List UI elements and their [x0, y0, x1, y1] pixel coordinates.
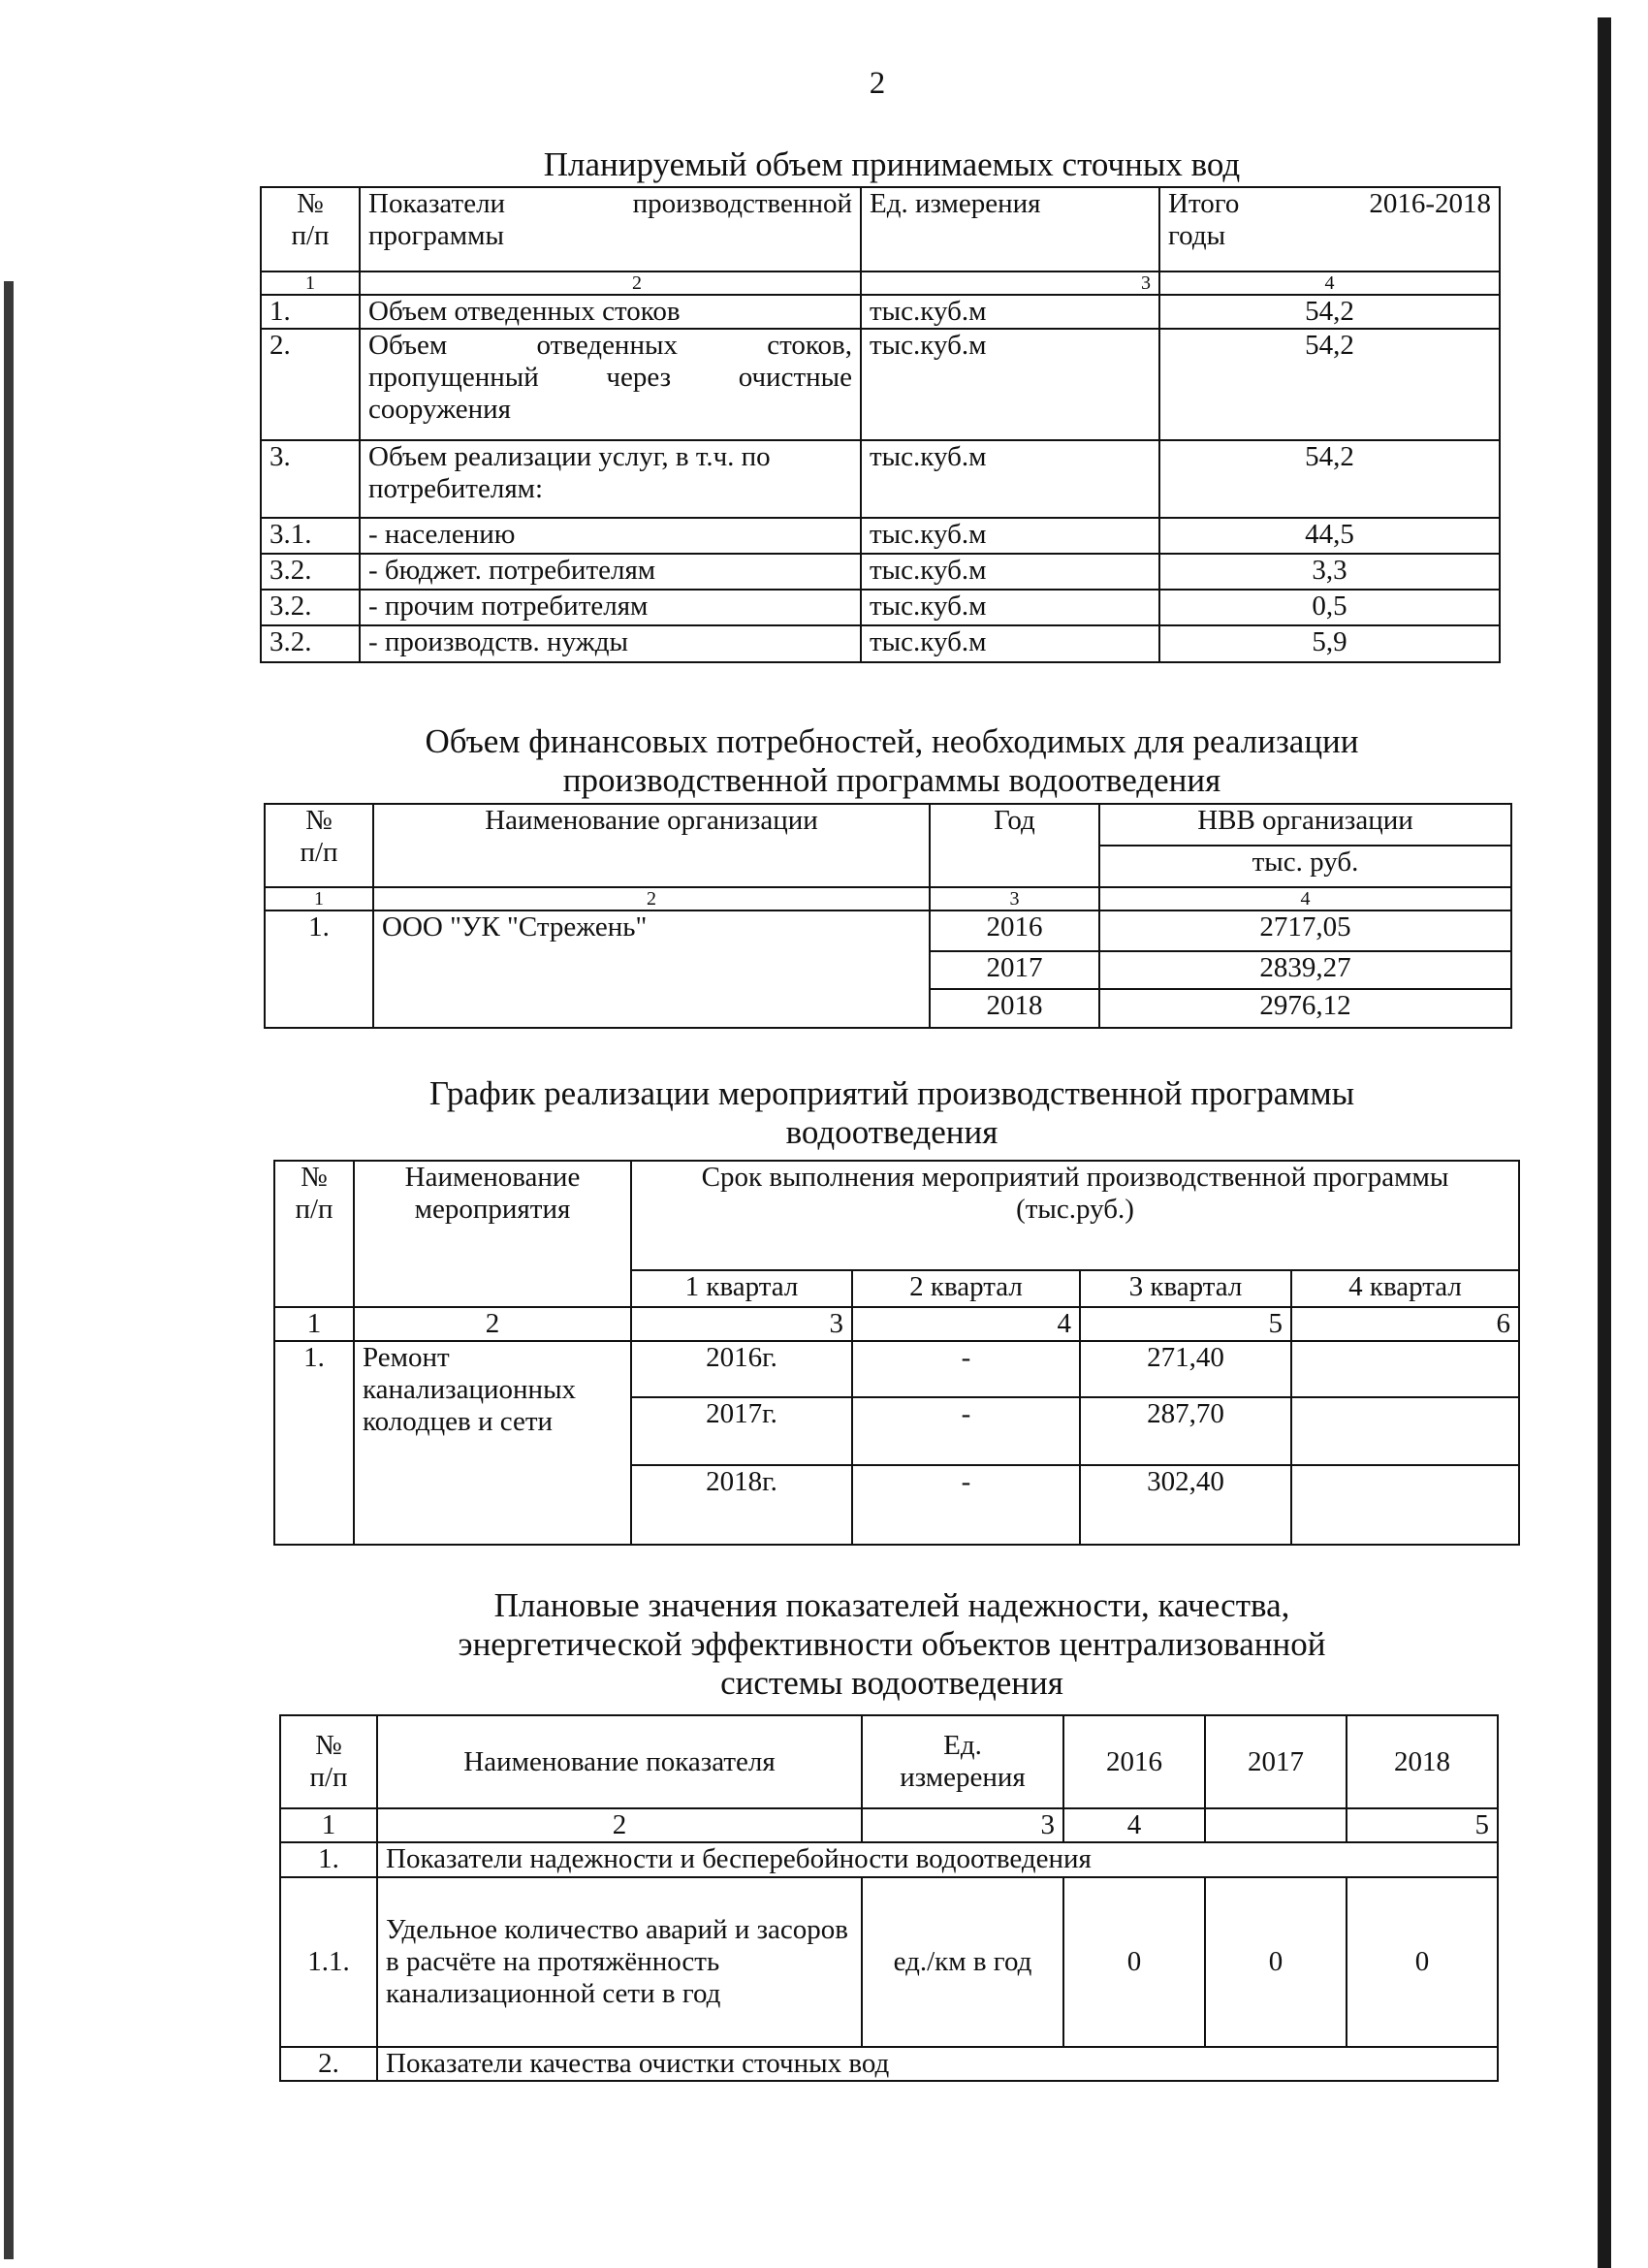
header-event-name: Наименование мероприятия [354, 1161, 631, 1307]
table-row: 3.2. - бюджет. потребителям тыс.куб.м 3,3 [261, 554, 1500, 590]
header-nvv: НВВ организации [1099, 804, 1511, 846]
colnum: 6 [1291, 1307, 1519, 1341]
table4-title: Плановые значения показателей надежности, качества, энергетической эффективности объектов централизованной системы водоотведения [458, 1586, 1326, 1702]
colnum: 1 [280, 1808, 377, 1842]
colnum: 4 [852, 1307, 1080, 1341]
header-org: Наименование организации [373, 804, 930, 887]
colnum: 2 [373, 887, 930, 910]
table-row: 1. ООО "УК "Стрежень" 2016 2717,05 [265, 910, 1511, 951]
colnum: 2 [377, 1808, 862, 1842]
schedule-table [273, 1160, 1520, 1546]
planned-wastewater-table [260, 186, 1501, 663]
header-2016: 2016 [1063, 1715, 1205, 1808]
colnum: 2 [354, 1307, 631, 1341]
colnum: 1 [274, 1307, 354, 1341]
colnum: 1 [265, 887, 373, 910]
header-unit: Ед. измерения [861, 187, 1159, 272]
colnum: 4 [1099, 887, 1511, 910]
header-q4: 4 квартал [1291, 1270, 1519, 1307]
header-2017: 2017 [1205, 1715, 1347, 1808]
header-indicator-name: Наименование показателя [377, 1715, 862, 1808]
header-2018: 2018 [1347, 1715, 1498, 1808]
scan-edge-shadow-right [1598, 17, 1611, 2268]
scan-edge-shadow-left [4, 281, 14, 2259]
header-unit: Ед. измерения [862, 1715, 1063, 1808]
section-row: 2. Показатели качества очистки сточных вод [280, 2047, 1498, 2081]
header-q2: 2 квартал [852, 1270, 1080, 1307]
financial-needs-table [264, 803, 1512, 1029]
colnum: 3 [930, 887, 1099, 910]
reliability-indicators-table [279, 1714, 1499, 2082]
column-number-row [274, 1307, 1519, 1341]
colnum: 5 [1080, 1307, 1291, 1341]
header-nvv-unit: тыс. руб. [1099, 846, 1511, 887]
table3-title: График реализации мероприятий производственной программы водоотведения [428, 1074, 1355, 1151]
table-row: 2. Объем отведенных стоков, пропущенный через очистные сооружения тыс.куб.м 54,2 [261, 329, 1500, 440]
table-row: 2017г. - 287,70 [274, 1397, 1519, 1465]
table-row: 1.1. Удельное количество аварий и засоров в расчёте на протяжённость канализационной сети в год ед./км в год 0 0 0 [280, 1877, 1498, 2047]
column-number-row [280, 1808, 1498, 1842]
colnum: 3 [861, 272, 1159, 295]
header-total: Итого 2016-2018 годы [1159, 187, 1500, 272]
colnum: 5 [1347, 1808, 1498, 1842]
table1-title: Планируемый объем принимаемых сточных вод [543, 145, 1241, 183]
table-row: 2017 2839,27 [265, 951, 1511, 989]
colnum: 4 [1063, 1808, 1205, 1842]
colnum: 3 [862, 1808, 1063, 1842]
header-indicators: Показатели производственной программы [360, 187, 861, 272]
table-header-row [261, 187, 1500, 272]
section-row: 1. Показатели надежности и бесперебойности водоотведения [280, 1842, 1498, 1877]
colnum [1205, 1808, 1347, 1842]
column-number-row [265, 887, 1511, 910]
table2-title: Объем финансовых потребностей, необходимых для реализации производственной программы водоотведения [425, 722, 1359, 799]
colnum: 1 [261, 272, 360, 295]
header-num: № п/п [274, 1161, 354, 1307]
header-year: Год [930, 804, 1099, 887]
page-number: 2 [869, 66, 886, 101]
header-num: № п/п [280, 1715, 377, 1808]
header-num: № п/п [265, 804, 373, 887]
table-row: 2018г. - 302,40 [274, 1465, 1519, 1545]
header-term: Срок выполнения мероприятий производственной программы (тыс.руб.) [631, 1161, 1519, 1270]
table-row: 1. Объем отведенных стоков тыс.куб.м 54,2 [261, 295, 1500, 329]
table-row: 3.2. - прочим потребителям тыс.куб.м 0,5 [261, 590, 1500, 625]
header-num: № п/п [261, 187, 360, 272]
table-row: 2018 2976,12 [265, 989, 1511, 1028]
table-row: 1. Ремонт канализационных колодцев и сети 2016г. - 271,40 [274, 1341, 1519, 1397]
header-q3: 3 квартал [1080, 1270, 1291, 1307]
table-row: 3. Объем реализации услуг, в т.ч. по потребителям: тыс.куб.м 54,2 [261, 440, 1500, 518]
colnum: 3 [631, 1307, 852, 1341]
colnum: 2 [360, 272, 861, 295]
header-q1: 1 квартал [631, 1270, 852, 1307]
table-row: 3.1. - населению тыс.куб.м 44,5 [261, 518, 1500, 554]
column-number-row [261, 272, 1500, 295]
colnum: 4 [1159, 272, 1500, 295]
table-row: 3.2. - производств. нужды тыс.куб.м 5,9 [261, 625, 1500, 662]
